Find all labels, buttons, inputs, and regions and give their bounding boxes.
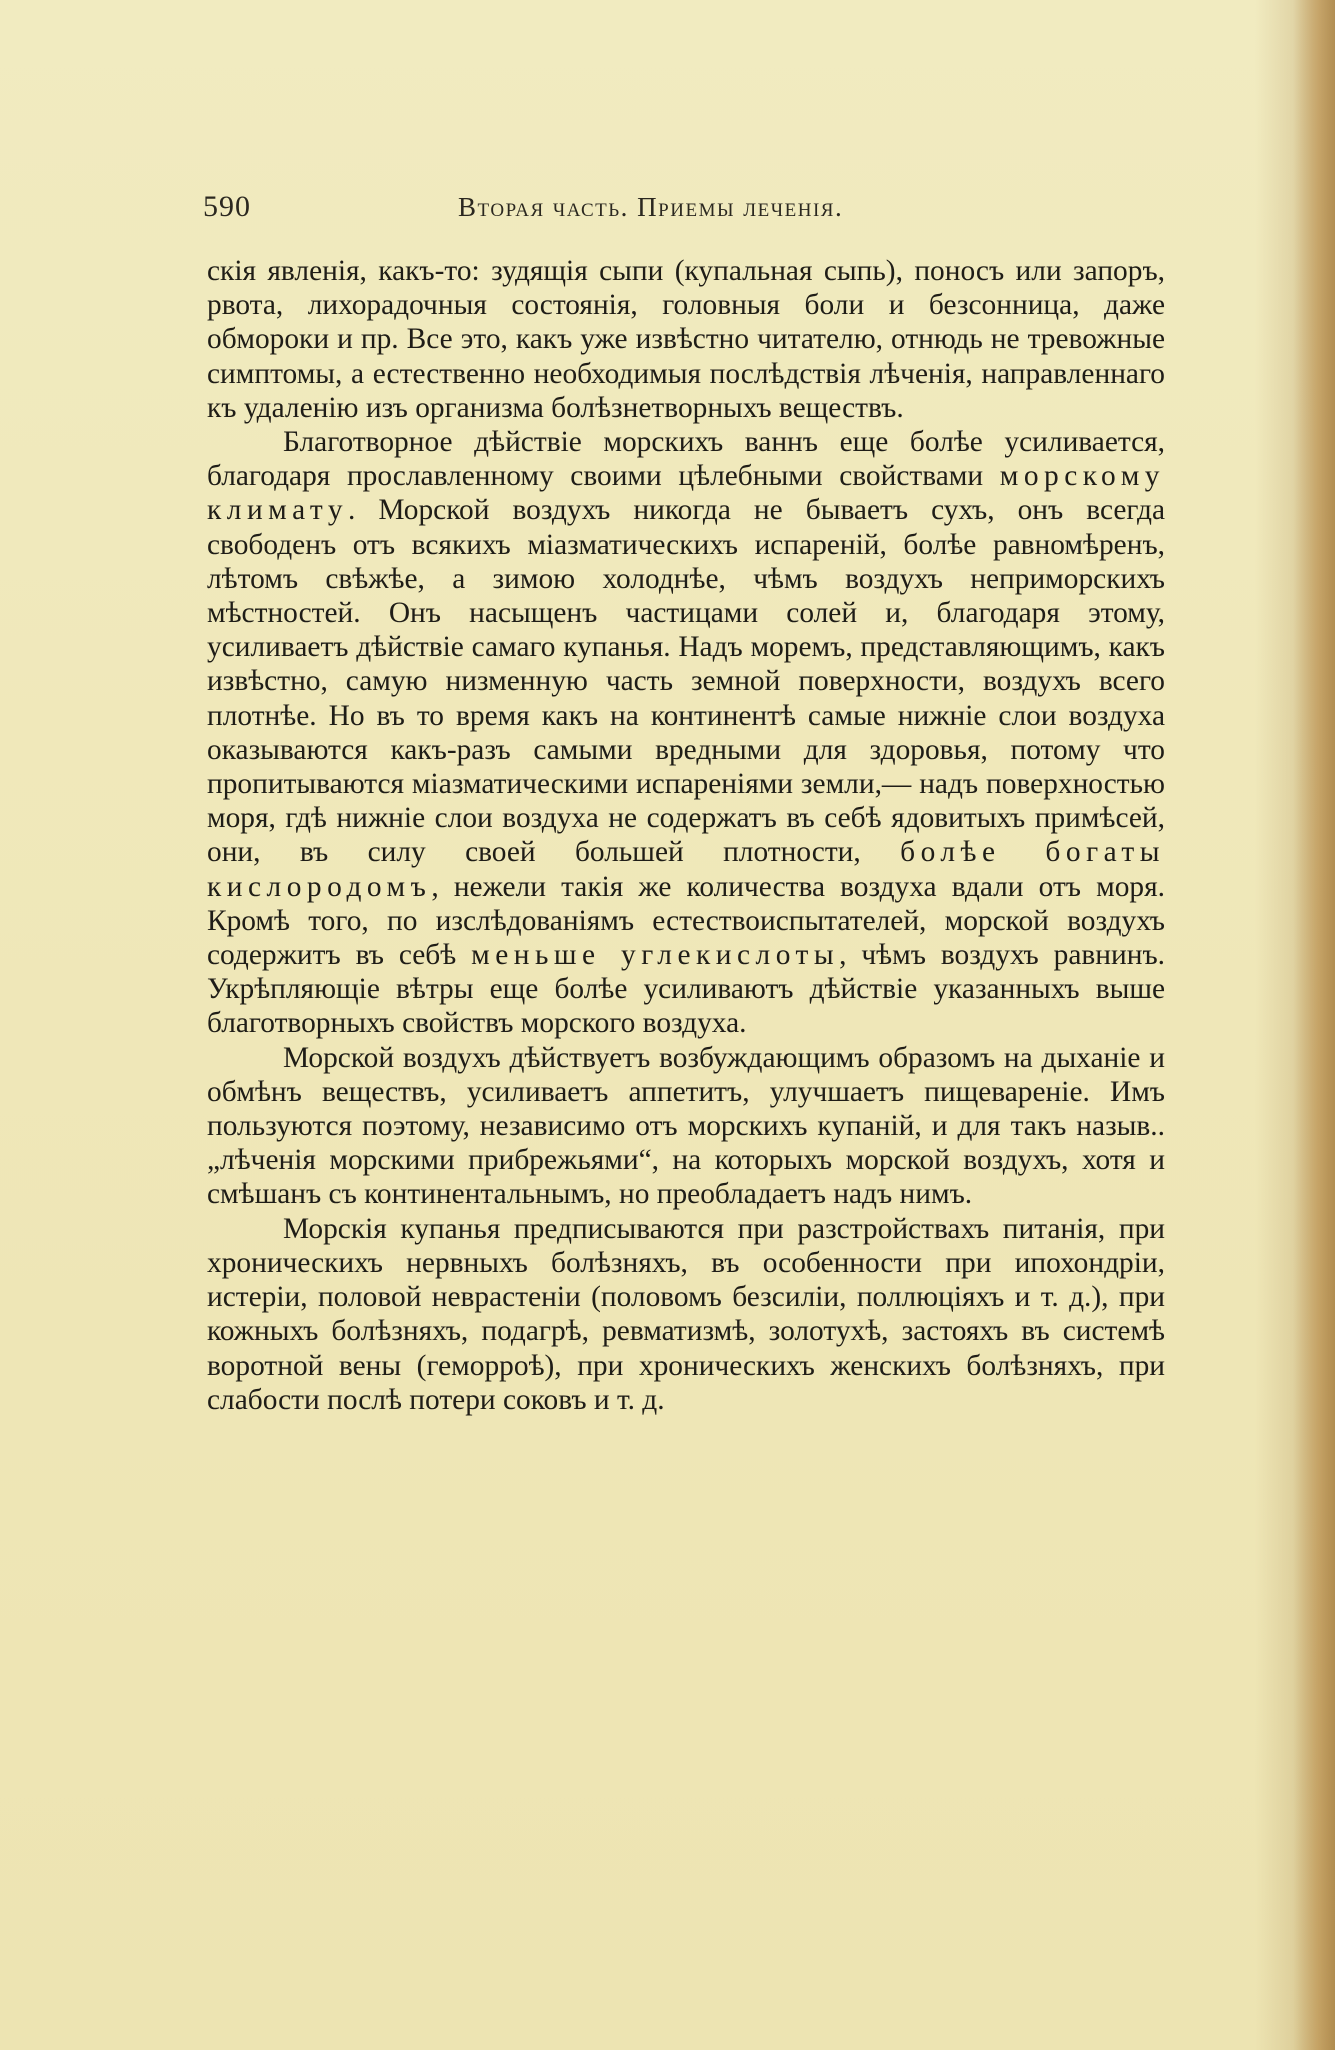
- paragraph: [207, 1041, 1165, 1212]
- paragraph: [207, 1212, 1165, 1417]
- spaced-emphasis-text: болѣе богаты кислородомъ: [207, 836, 1165, 903]
- page-header: [203, 190, 1163, 226]
- page-binding-shadow: [1293, 0, 1335, 2050]
- paragraph: [207, 425, 1165, 1041]
- paragraph-text: скія явленія, какъ-то: зудящія сыпи (купальная сыпь), поносъ или запоръ, рвота, лихорадочныя состоянія, головныя боли и безсонница, даже обмороки и пр. Все это, какъ уже извѣстно читателю, отнюдь не тревожные симптомы, а естественно необходимыя послѣдствія лѣченія, направленнаго къ удаленію изъ организма болѣзнетворныхъ веществъ.: [207, 255, 1165, 424]
- page-number: 590: [203, 190, 251, 223]
- paragraph-text: . Морской воздухъ никогда не бываетъ сухъ, онъ всегда свободенъ отъ всякихъ міазматическихъ испареній, болѣе равномѣренъ, лѣтомъ свѣжѣе, а зимою холоднѣе, чѣмъ воздухъ непримoрскихъ мѣстностей. Онъ насыщенъ частицами солей и, благодаря этому, усиливаетъ дѣйствіе самаго купанья. Надъ моремъ, представляющимъ, какъ извѣстно, самую низменную часть земной поверхности, воздухъ всего плотнѣе. Но въ то время какъ на континентѣ самые нижніе слои воздуха оказываются какъ-разъ самыми вредными для здоровья, потому что пропитываются міазматическими испареніями земли,— надъ поверхностью моря, гдѣ нижніе слои воздуха не содержатъ въ себѣ ядовитыхъ примѣсей, они, въ силу своей большей плотности,: [207, 494, 1165, 869]
- body-text: [207, 254, 1165, 1417]
- paragraph: [207, 254, 1165, 425]
- paragraph-text: Морской воздухъ дѣйствуетъ возбуждающимъ образомъ на дыханіе и обмѣнъ веществъ, усиливаетъ аппетитъ, улучшаетъ пищевареніе. Имъ пользуются поэтому, независимо отъ морскихъ купаній, и для такъ назыв.. „лѣченія морскими прибрежьями“, на которыхъ морской воздухъ, хотя и смѣшанъ съ континентальнымъ, но преобладаетъ надъ нимъ.: [207, 1041, 1165, 1211]
- spaced-emphasis-text: морскому климату: [207, 460, 1165, 527]
- paragraph-text: Морскія купанья предписываются при разстройствахъ питанія, при хроническихъ нервныхъ болѣзняхъ, въ особенности при ипохондріи, истеріи, половой неврастеніи (половомъ безсиліи, поллюціяхъ и т. д.), при кожныхъ болѣзняхъ, подагрѣ, ревматизмѣ, золотухѣ, застояхъ въ системѣ воротной вены (геморроѣ), при хроническихъ женскихъ болѣзняхъ, при слабости послѣ потери соковъ и т. д.: [207, 1212, 1165, 1416]
- spaced-emphasis-text: меньше углекислоты: [471, 939, 840, 972]
- paragraph-text: Благотворное дѣйствіе морскихъ ваннъ еще болѣе усиливается, благодаря прославленному своими цѣлебными свойствами: [207, 426, 1165, 493]
- paragraph-text: , чѣмъ воздухъ равнинъ. Укрѣпляющіе вѣтры еще болѣе усиливаютъ дѣйствіе указанныхъ выше благотворныхъ свойствъ морского воздуха.: [207, 939, 1165, 1040]
- paragraph-text: , нежели такія же количества воздуха вдали отъ моря. Кромѣ того, по изслѣдованіямъ естествоиспытателей, морской воздухъ содержитъ въ себѣ: [207, 870, 1165, 972]
- running-title: Вторая часть. Приемы леченія.: [458, 192, 844, 222]
